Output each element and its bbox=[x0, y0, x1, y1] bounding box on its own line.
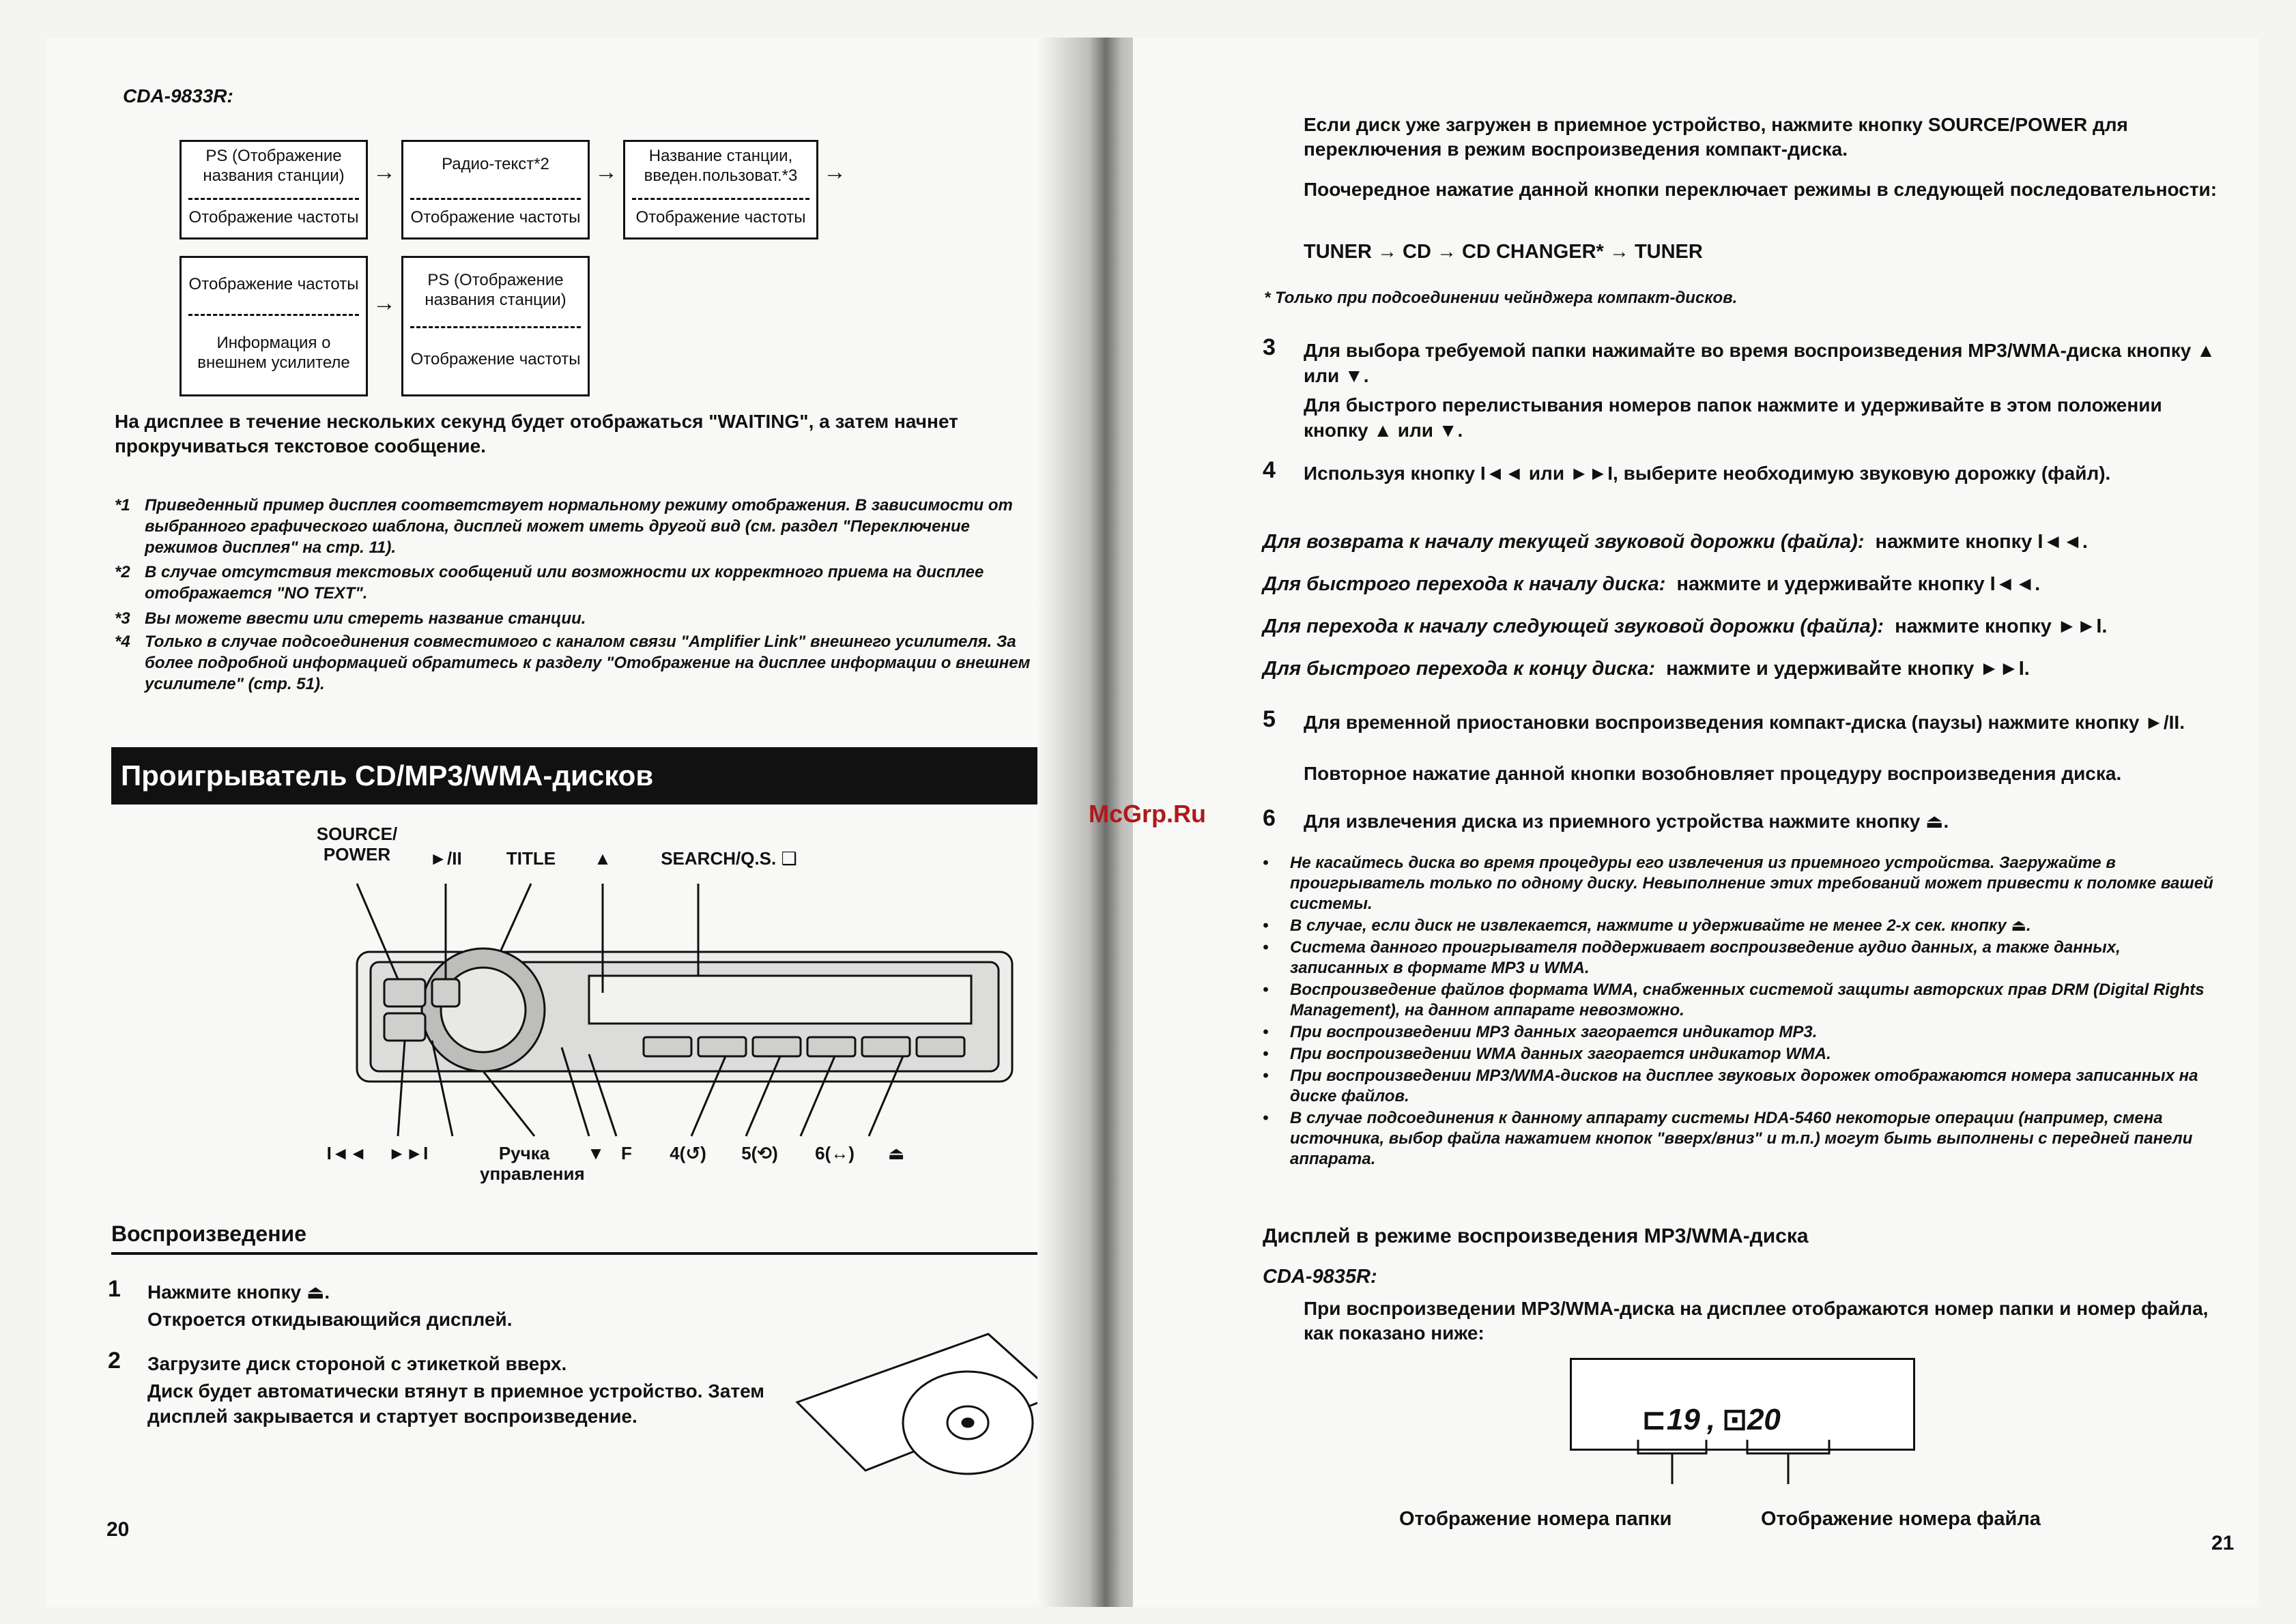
step-number: 2 bbox=[108, 1348, 121, 1374]
footnote-mark: *4 bbox=[115, 633, 130, 651]
flow-box-ps-bottom: Отображение частоты bbox=[188, 208, 359, 227]
callout-eject: ⏏ bbox=[887, 1143, 905, 1163]
model-label-2: CDA-9835R: bbox=[1263, 1266, 1377, 1288]
footnotes bbox=[115, 495, 1043, 747]
head-unit-drawing bbox=[111, 815, 1053, 1198]
folder-number: 19 bbox=[1666, 1403, 1700, 1436]
flow-box-ps2-top: PS (Отображение названия станции) bbox=[425, 271, 566, 309]
callout-button-6: 6(↔) bbox=[815, 1143, 855, 1163]
intro-sequence-text: Поочередное нажатие данной кнопки переключает режимы в следующей последовательности: bbox=[1304, 179, 2218, 200]
subheading-rule bbox=[111, 1252, 1053, 1255]
note-item: • При воспроизведении MP3/WMA-дисков на дисплее звуковых дорожек отображаются номера записанных на диске файлов. bbox=[1263, 1066, 2218, 1107]
footnote-mark: *3 bbox=[115, 609, 130, 628]
mode-sequence: TUNER → CD → CD CHANGER* → TUNER bbox=[1304, 241, 1703, 263]
footnote-text: Только в случае подсоединения совместимого с каналом связи "Amplifier Link" внешнего усилителя. За более подробной информацией обратитесь к разделу "Отображение на дисплее информации о внешнем усилителе" (стр. 51). bbox=[145, 633, 1031, 693]
footnote bbox=[115, 608, 1043, 630]
callout-button-5: 5(⟲) bbox=[741, 1143, 778, 1163]
callout-title: TITLE bbox=[506, 848, 556, 869]
sequence-footnote: * Только при подсоединении чейнджера компакт-дисков. bbox=[1264, 289, 1738, 307]
note-item: • Система данного проигрывателя поддерживает воспроизведение аудио данных, а также данных, записанных в формате MP3 и WMA. bbox=[1263, 938, 2218, 978]
step-number: 1 bbox=[108, 1276, 121, 1302]
flow-box-ps-top: PS (Отображение названия станции) bbox=[203, 147, 345, 185]
flow-box-station-name-top: Название станции, введен.пользоват.*3 bbox=[644, 147, 798, 185]
display-description: При воспроизведении MP3/WMA-диска на дисплее отображаются номер папки и номер файла, как показано ниже: bbox=[1304, 1298, 2209, 1344]
flow-box-station-name bbox=[623, 140, 818, 240]
folder-icon: ⊏ bbox=[1641, 1403, 1667, 1436]
readout-brackets bbox=[1611, 1436, 1897, 1491]
flow-box-station-name-bottom: Отображение частоты bbox=[635, 208, 806, 227]
intro-paragraph: Если диск уже загружен в приемное устройство, нажмите кнопку SOURCE/POWER для переключения в режим воспроизведения компакт-диска. bbox=[1304, 114, 2128, 160]
model-label: CDA-9833R: bbox=[123, 85, 233, 106]
display-heading: Дисплей в режиме воспроизведения MP3/WMA-диска bbox=[1263, 1225, 1809, 1247]
flow-box-radiotext bbox=[401, 140, 590, 240]
note-text: При воспроизведении MP3/WMA-дисков на дисплее звуковых дорожек отображаются номера записанных на диске файлов. bbox=[1290, 1067, 2198, 1105]
callout-button-4: 4(↺) bbox=[670, 1143, 706, 1163]
waiting-paragraph: На дисплее в течение нескольких секунд будет отображаться "WAITING", а затем начнет прокручиваться текстовое сообщение. bbox=[115, 411, 958, 456]
nav-line-label: Для возврата к началу текущей звуковой дорожки (файла): bbox=[1263, 531, 1865, 553]
footnote bbox=[115, 495, 1043, 560]
note-item: • При воспроизведении MP3 данных загорается индикатор MP3. bbox=[1263, 1022, 2218, 1043]
footnote-mark: *2 bbox=[115, 563, 130, 581]
step-body: Для быстрого перелистывания номеров папок нажмите и удерживайте в этом положении кнопку ▲ или ▼. bbox=[1304, 394, 2162, 441]
flow-box-ps bbox=[180, 140, 368, 240]
step-title: Для выбора требуемой папки нажимайте во время воспроизведения MP3/WMA-диска кнопку ▲ или ▼. bbox=[1304, 340, 2215, 386]
nav-line bbox=[1263, 613, 2225, 639]
flow-divider bbox=[632, 198, 809, 200]
left-page bbox=[46, 38, 1063, 1607]
footnote-text: Приведенный пример дисплея соответствует нормальному режиму отображения. В зависимости от выбранного графического шаблона, дисплей может иметь другой вид (см. раздел "Переключение режимов дисплея" на стр. 11). bbox=[145, 496, 1013, 557]
footnote-text: В случае отсутствия текстовых сообщений или возможности их корректного приема на дисплее отображается "NO TEXT". bbox=[145, 563, 984, 603]
flow-box-ps2-bottom: Отображение частоты bbox=[410, 350, 581, 368]
page-number-right: 21 bbox=[2211, 1532, 2235, 1554]
note-text: Воспроизведение файлов формата WMA, снабженных системой защиты авторских прав DRM (Digital Rights Management), на данном аппарате невозможно. bbox=[1290, 981, 2205, 1019]
callout-source-power: SOURCE/ POWER bbox=[316, 824, 398, 865]
callout-knob: Ручка управления bbox=[480, 1143, 585, 1184]
note-text: В случае, если диск не извлекается, нажмите и удерживайте не менее 2-х сек. кнопку ⏏. bbox=[1290, 916, 2031, 935]
flow-box-radiotext-top: Радио-текст*2 bbox=[442, 155, 549, 173]
step-number: 3 bbox=[1263, 334, 1276, 360]
flow-divider bbox=[410, 198, 581, 200]
callout-play-pause: ►/II bbox=[429, 848, 462, 869]
right-page bbox=[1133, 38, 2259, 1607]
footnote bbox=[115, 631, 1043, 699]
folder-number-label: Отображение номера папки bbox=[1399, 1508, 1672, 1530]
callout-prev: I◄◄ bbox=[326, 1143, 367, 1163]
file-icon: ⊡ bbox=[1722, 1403, 1747, 1436]
step-body: Откроется откидывающийся дисплей. bbox=[147, 1309, 513, 1330]
lcd-display bbox=[589, 976, 971, 1024]
note-text: Не касайтесь диска во время процедуры его извлечения из приемного устройства. Загружайте в проигрыватель только по одному диску. Невыполнение этих требований может привести к поломке вашей системы. bbox=[1290, 854, 2213, 913]
flow-box-freq-bottom: Информация о внешнем усилителе bbox=[197, 334, 350, 372]
flow-arrow: → bbox=[373, 290, 396, 316]
callout-next: ►►I bbox=[388, 1143, 429, 1163]
nav-line-text: нажмите и удерживайте кнопку ►►I. bbox=[1666, 658, 2030, 680]
nav-line-label: Для быстрого перехода к концу диска: bbox=[1263, 658, 1656, 680]
folder-readout: ⊏19 , ⊡20 bbox=[1641, 1403, 1781, 1436]
step-title: Для извлечения диска из приемного устройства нажмите кнопку ⏏. bbox=[1304, 811, 1949, 832]
section-title-bar: Проигрыватель CD/MP3/WMA-дисков bbox=[111, 747, 1063, 804]
step-body: Диск будет автоматически втянут в приемное устройство. Затем дисплей закрывается и стартует воспроизведение. bbox=[147, 1380, 764, 1427]
step-title: Используя кнопку I◄◄ или ►►I, выберите необходимую звуковую дорожку (файл). bbox=[1304, 463, 2111, 484]
disc-insert-illustration bbox=[784, 1320, 1063, 1498]
note-item: • Не касайтесь диска во время процедуры его извлечения из приемного устройства. Загружайте в проигрыватель только по одному диску. Невыполнение этих требований может привести к поломке вашей системы. bbox=[1263, 853, 2218, 914]
note-text: При воспроизведении MP3 данных загорается индикатор MP3. bbox=[1290, 1023, 1818, 1041]
footnote-text: Вы можете ввести или стереть название станции. bbox=[145, 609, 586, 628]
notes-list bbox=[1263, 853, 2225, 1221]
flow-box-freq-top: Отображение частоты bbox=[188, 275, 359, 293]
note-item: • В случае подсоединения к данному аппарату системы HDA-5460 некоторые операции (например, смена источника, выбор файла нажатием кнопок "вверх/вниз" и т.п.) могут быть выполнены с передней панели аппарата. bbox=[1263, 1108, 2218, 1170]
note-text: В случае подсоединения к данному аппарату системы HDA-5460 некоторые операции (например, смена источника, выбор файла нажатием кнопок "вверх/вниз" и т.п.) могут быть выполнены с передней панели аппарата. bbox=[1290, 1109, 2193, 1168]
callout-f: F bbox=[621, 1143, 632, 1163]
watermark: McGrp.Ru bbox=[1089, 800, 1207, 828]
nav-line-text: нажмите кнопку ►►I. bbox=[1895, 615, 2108, 637]
nav-line-label: Для перехода к началу следующей звуковой дорожки (файла): bbox=[1263, 615, 1884, 637]
nav-line-text: нажмите и удерживайте кнопку I◄◄. bbox=[1676, 573, 2041, 595]
nav-line bbox=[1263, 529, 2225, 555]
step-number: 5 bbox=[1263, 706, 1276, 732]
step-title: Загрузите диск стороной с этикеткой вверх. bbox=[147, 1353, 567, 1374]
flow-arrow: → bbox=[594, 159, 618, 185]
nav-line-text: нажмите кнопку I◄◄. bbox=[1875, 531, 2088, 553]
flow-box-radiotext-bottom: Отображение частоты bbox=[410, 208, 581, 227]
footnote bbox=[115, 562, 1043, 606]
callout-down: ▼ bbox=[587, 1143, 605, 1163]
step-number: 6 bbox=[1263, 805, 1276, 831]
footnote-mark: *1 bbox=[115, 496, 130, 514]
flow-arrow: → bbox=[823, 159, 846, 185]
step-title: Для временной приостановки воспроизведения компакт-диска (паузы) нажмите кнопку ►/II. bbox=[1304, 712, 2185, 733]
nav-line-label: Для быстрого перехода к началу диска: bbox=[1263, 573, 1666, 595]
note-item: • При воспроизведении WMA данных загорается индикатор WMA. bbox=[1263, 1044, 2218, 1064]
flow-box-ps2 bbox=[401, 256, 590, 396]
callout-up: ▲ bbox=[594, 848, 612, 869]
file-number: 20 bbox=[1747, 1403, 1781, 1436]
flow-arrow: → bbox=[373, 159, 396, 185]
step-title: Нажмите кнопку ⏏. bbox=[147, 1281, 330, 1303]
flow-divider bbox=[188, 314, 359, 316]
nav-line bbox=[1263, 656, 2225, 682]
file-number-label: Отображение номера файла bbox=[1761, 1508, 2041, 1530]
note-text: Система данного проигрывателя поддерживает воспроизведение аудио данных, а также данных, записанных в формате MP3 и WMA. bbox=[1290, 938, 2121, 977]
flow-divider bbox=[410, 326, 581, 328]
note-item: • Воспроизведение файлов формата WMA, снабженных системой защиты авторских прав DRM (Digital Rights Management), на данном аппарате невозможно. bbox=[1263, 980, 2218, 1021]
flow-divider bbox=[188, 198, 359, 200]
step-body: Повторное нажатие данной кнопки возобновляет процедуру воспроизведения диска. bbox=[1304, 763, 2122, 784]
page-number-left: 20 bbox=[106, 1518, 130, 1541]
subheading-playback: Воспроизведение bbox=[111, 1221, 306, 1246]
flow-box-freq bbox=[180, 256, 368, 396]
head-unit-figure bbox=[111, 815, 1053, 1198]
nav-line bbox=[1263, 571, 2225, 597]
callout-search: SEARCH/Q.S. ❑ bbox=[661, 848, 797, 869]
step-number: 4 bbox=[1263, 457, 1276, 483]
note-item: • В случае, если диск не извлекается, нажмите и удерживайте не менее 2-х сек. кнопку ⏏. bbox=[1263, 916, 2218, 936]
note-text: При воспроизведении WMA данных загорается индикатор WMA. bbox=[1290, 1045, 1831, 1063]
